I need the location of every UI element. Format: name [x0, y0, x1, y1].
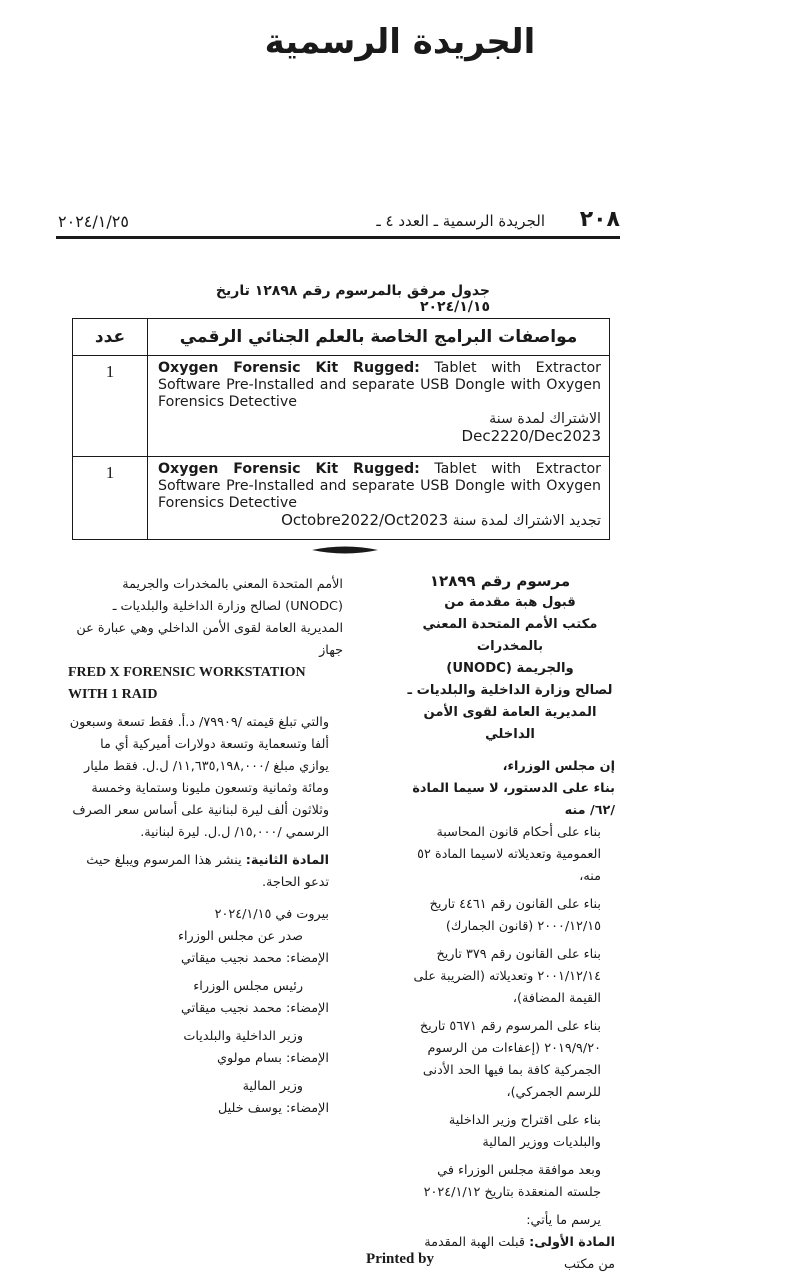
item-name: Oxygen Forensic Kit Rugged:	[158, 360, 420, 376]
decree-title	[405, 592, 615, 746]
signatory-title: وزير الداخلية والبلديات	[183, 1029, 303, 1044]
enactment-formula: يرسم ما يأتي:	[526, 1213, 601, 1228]
title-line: قبول هبة مقدمة من	[444, 595, 576, 610]
signature: الإمضاء: يوسف خليل	[217, 1101, 329, 1116]
signature: الإمضاء: محمد نجيب ميقاتي	[180, 951, 329, 966]
section-divider-ornament	[312, 545, 378, 555]
item-count: 1	[73, 356, 148, 457]
subscription-label: الاشتراك لمدة سنة	[489, 411, 601, 427]
title-line: لصالح وزارة الداخلية والبلديات ـ	[407, 683, 613, 698]
annex-caption: جدول مرفق بالمرسوم رقم ١٢٨٩٨ تاريخ ٢٠٢٤/١/١٥	[215, 283, 490, 315]
subscription-label: تجديد الاشتراك لمدة سنة	[452, 513, 601, 530]
item-subscription	[158, 411, 601, 446]
table-header-row	[73, 319, 610, 356]
article-two	[68, 850, 343, 894]
decree-left-column	[68, 574, 343, 1120]
decree-right-column	[405, 570, 615, 1276]
printed-by-footer: Printed by	[366, 1251, 434, 1267]
article-one-label: المادة الأولى:	[529, 1235, 615, 1250]
subscription-period: Octobre2022/Oct2023	[281, 511, 449, 530]
table-row	[73, 356, 610, 457]
signature: الإمضاء: بسام مولوي	[217, 1051, 329, 1066]
place-and-date: بيروت في ٢٠٢٤/١/١٥	[214, 907, 329, 922]
item-count: 1	[73, 457, 148, 540]
gazette-masthead: الجريدة الرسمية	[264, 22, 536, 62]
signatory-title: رئيس مجلس الوزراء	[193, 979, 303, 994]
running-header: الجريدة الرسمية ـ العدد ٤ ـ	[376, 212, 545, 230]
item-text: Tablet with Extractor Software Pre-Installed and separate USB Dongle with Oxygen Forensics Detective	[158, 360, 601, 410]
council-line: إن مجلس الوزراء،	[502, 759, 615, 774]
donated-device: FRED X FORENSIC WORKSTATION WITH 1 RAID	[68, 665, 306, 702]
count-header: عدد	[73, 319, 148, 356]
constitution-recital: بناء على الدستور، لا سيما المادة /٦٢/ منه	[412, 781, 615, 818]
recital: وبعد موافقة مجلس الوزراء في جلسته المنعقدة بتاريخ ٢٠٢٤/١/١٢	[423, 1163, 601, 1200]
donation-value: والتي تبلغ قيمته /٧٩٩٠٩/ د.أ. فقط تسعة وسبعون ألفا وتسعماية وتسعة دولارات أميركية أي ما يوازي مبلغ /١١,٦٣٥,١٩٨,٠٠٠/ ل.ل. فقط مليار ومائة وثمانية وتسعون مليونا وستماية وخمسة وثلاثون ألف ليرة لبنانية على أساس سعر الصرف الرسمي /١٥,٠٠٠/ ل.ل. ليرة لبنانية.	[69, 715, 329, 840]
recital: بناء على أحكام قانون المحاسبة العمومية وتعديلاته لاسيما المادة ٥٢ منه،	[417, 825, 601, 884]
title-line: مكتب الأمم المتحدة المعني بالمخدرات	[422, 617, 598, 654]
table-row	[73, 457, 610, 540]
item-description	[148, 356, 610, 457]
recital: بناء على القانون رقم ٤٤٦١ تاريخ ٢٠٠٠/١٢/١٥ (قانون الجمارك)	[429, 897, 601, 934]
recital: بناء على المرسوم رقم ٥٦٧١ تاريخ ٢٠١٩/٩/٢٠ (إعفاءات من الرسوم الجمركية كافة بما فيها الحد الأدنى للرسم الجمركي)،	[419, 1019, 601, 1100]
header-rule	[56, 236, 620, 239]
recital: بناء على اقتراح وزير الداخلية والبلديات ووزير المالية	[448, 1113, 601, 1150]
donation-description: الأمم المتحدة المعني بالمخدرات والجريمة (UNODC) لصالح وزارة الداخلية والبلديات ـ المديرية العامة لقوى الأمن الداخلي وهي عبارة عن جهاز	[76, 577, 343, 658]
item-description	[148, 457, 610, 540]
title-line: المديرية العامة لقوى الأمن الداخلي	[423, 705, 597, 742]
item-name: Oxygen Forensic Kit Rugged:	[158, 461, 420, 478]
specifications-table	[72, 318, 610, 540]
signature: الإمضاء: محمد نجيب ميقاتي	[180, 1001, 329, 1016]
article-one-text: قبلت الهبة المقدمة من مكتب	[424, 1235, 615, 1272]
item-subscription	[158, 512, 601, 530]
issued-by: صدر عن مجلس الوزراء	[177, 929, 303, 944]
issue-date: ٢٠٢٤/١/٢٥	[58, 212, 129, 231]
article-two-text: ينشر هذا المرسوم ويبلغ حيث تدعو الحاجة.	[86, 853, 329, 890]
page-number: ٢٠٨	[579, 207, 620, 232]
signatory-title: وزير المالية	[242, 1079, 303, 1094]
recital: بناء على القانون رقم ٣٧٩ تاريخ ٢٠٠١/١٢/١٤ وتعديلاته (الضريبة على القيمة المضافة)،	[413, 947, 601, 1006]
title-line: والجريمة (UNODC)	[446, 661, 574, 676]
subscription-period: Dec2220/Dec2023	[461, 427, 601, 445]
spec-header: مواصفات البرامج الخاصة بالعلم الجنائي الرقمي	[148, 319, 610, 356]
item-text: Tablet with Extractor Software Pre-Installed and separate USB Dongle with Oxygen Forensics Detective	[158, 461, 601, 512]
decree-number: مرسوم رقم ١٢٨٩٩	[429, 572, 571, 590]
article-two-label: المادة الثانية:	[245, 853, 329, 868]
